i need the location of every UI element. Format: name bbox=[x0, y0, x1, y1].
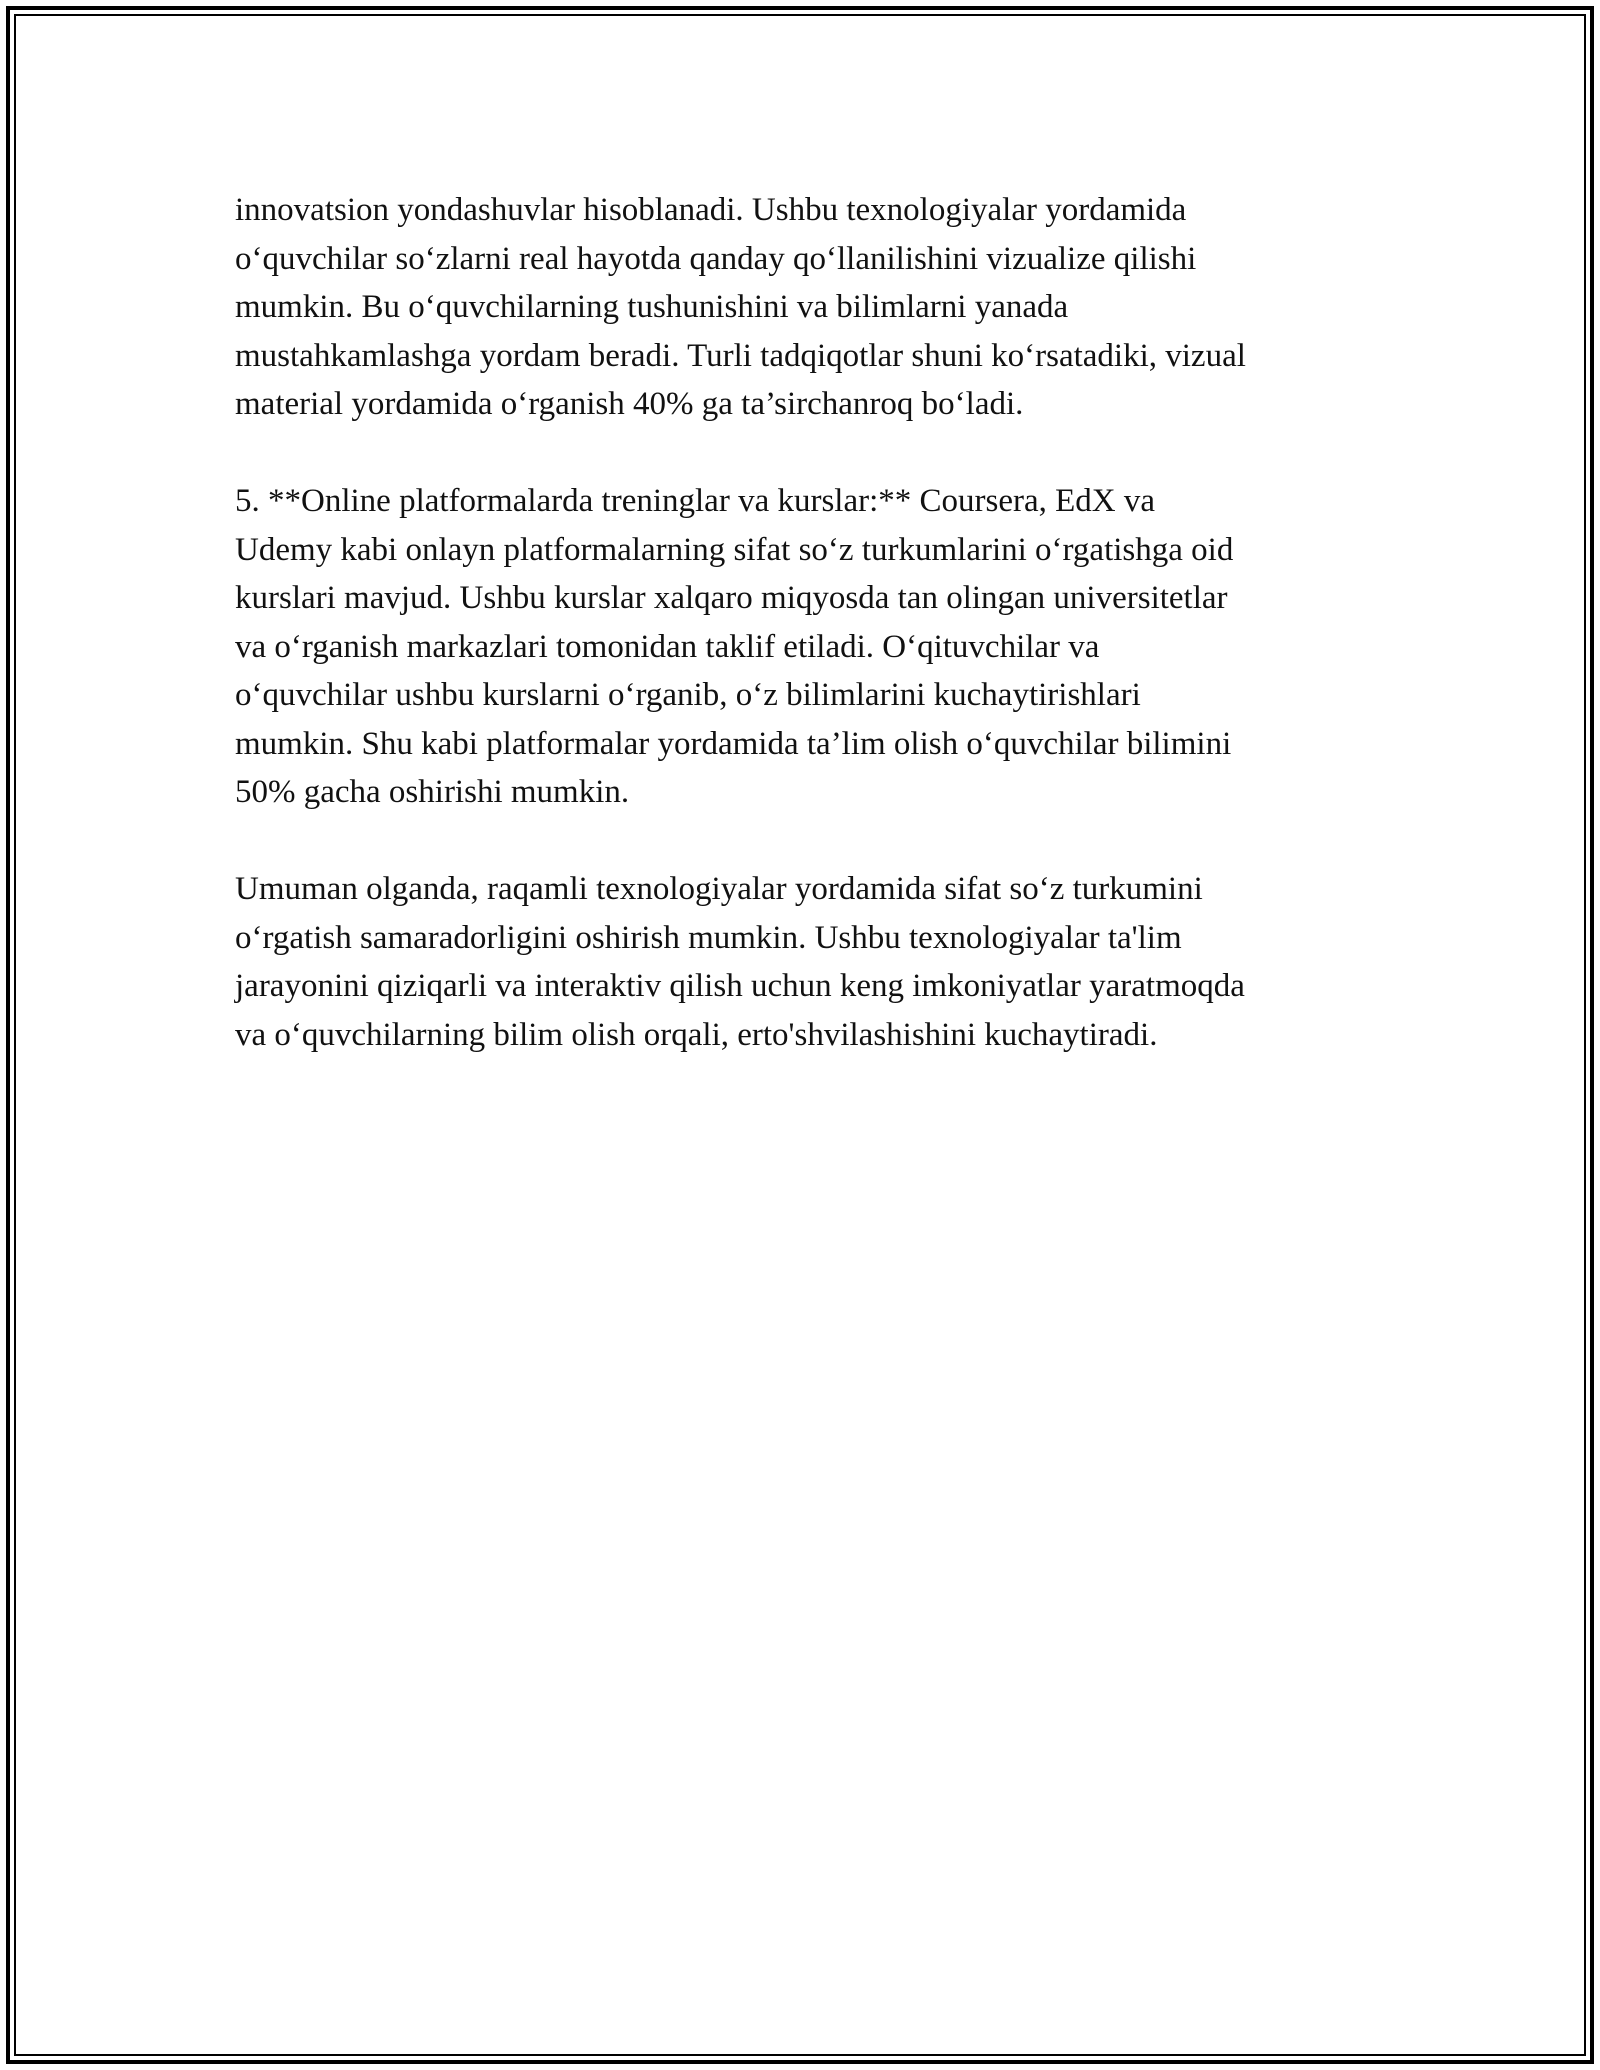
text-line: kurslari mavjud. Ushbu kurslar xalqaro miqyosda tan olingan universitetlar bbox=[235, 580, 1228, 616]
text-line: material yordamida o‘rganish 40% ga ta’sirchanroq bo‘ladi. bbox=[235, 386, 1024, 422]
paragraph-visual-learning bbox=[235, 186, 1365, 429]
text-line: o‘quvchilar ushbu kurslarni o‘rganib, o‘z bilimlarini kuchaytirishlari bbox=[235, 677, 1141, 713]
text-line: mumkin. Shu kabi platformalar yordamida ta’lim olish o‘quvchilar bilimini bbox=[235, 725, 1232, 762]
paragraph-online-platforms bbox=[235, 477, 1365, 817]
text-line: o‘quvchilar so‘zlarni real hayotda qanday qo‘llanilishini vizualize qilishi bbox=[235, 240, 1197, 277]
text-line: va o‘rganish markazlari tomonidan taklif etiladi. O‘qituvchilar va bbox=[235, 628, 1100, 665]
text-line: mustahkamlashga yordam beradi. Turli tadqiqotlar shuni ko‘rsatadiki, vizual bbox=[235, 337, 1246, 374]
text-line: 5. **Online platformalarda treninglar va kurslar:** Coursera, EdX va bbox=[235, 483, 1156, 519]
text-line: jarayonini qiziqarli va interaktiv qilish uchun keng imkoniyatlar yaratmoqda bbox=[235, 968, 1245, 1004]
document-body bbox=[235, 186, 1365, 1059]
text-line: mumkin. Bu o‘quvchilarning tushunishini va bilimlarni yanada bbox=[235, 289, 1069, 325]
text-line: va o‘quvchilarning bilim olish orqali, erto'shvilashishini kuchaytiradi. bbox=[235, 1016, 1158, 1053]
text-line: o‘rgatish samaradorligini oshirish mumkin. Ushbu texnologiyalar ta'lim bbox=[235, 919, 1182, 956]
paragraph-conclusion bbox=[235, 865, 1365, 1059]
text-line: 50% gacha oshirishi mumkin. bbox=[235, 774, 630, 810]
text-line: innovatsion yondashuvlar hisoblanadi. Ushbu texnologiyalar yordamida bbox=[235, 192, 1187, 228]
text-line: Udemy kabi onlayn platformalarning sifat so‘z turkumlarini o‘rgatishga oid bbox=[235, 531, 1234, 568]
text-line: Umuman olganda, raqamli texnologiyalar yordamida sifat so‘z turkumini bbox=[235, 871, 1203, 907]
